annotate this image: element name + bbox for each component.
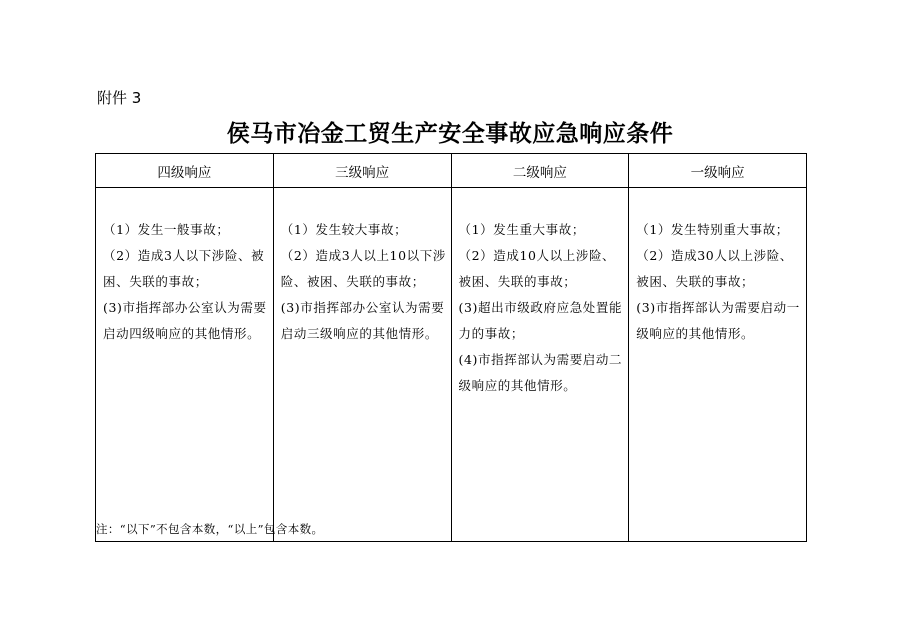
condition-item: (3)超出市级政府应急处置能力的事故； xyxy=(458,300,623,341)
table-header-row xyxy=(96,154,807,188)
conditions-level-1 xyxy=(629,188,807,542)
table-row xyxy=(96,188,807,542)
conditions-level-4 xyxy=(96,188,274,542)
footnote: 注：“以下”不包含本数，“以上”包含本数。 xyxy=(96,522,324,536)
condition-item: （2）造成10人以上涉险、被困、失联的事故； xyxy=(458,248,616,289)
condition-item: （2）造成3人以下涉险、被困、失联的事故； xyxy=(103,248,265,289)
response-conditions-table xyxy=(95,153,807,542)
conditions-level-3 xyxy=(273,188,451,542)
header-level-4: 四级响应 xyxy=(96,154,274,188)
header-level-2: 二级响应 xyxy=(451,154,629,188)
condition-item: (3)市指挥部认为需要启动一级响应的其他情形。 xyxy=(636,300,800,341)
condition-item: （2）造成3人以上10以下涉险、被困、失联的事故； xyxy=(280,248,446,289)
condition-item: （1）发生较大事故； xyxy=(280,222,408,237)
condition-item: (3)市指挥部办公室认为需要启动四级响应的其他情形。 xyxy=(103,300,267,341)
attachment-label: 附件 3 xyxy=(97,89,142,107)
condition-item: （1）发生一般事故； xyxy=(103,222,230,237)
document-title: 侯马市冶金工贸生产安全事故应急响应条件 xyxy=(226,120,674,147)
condition-item: (3)市指挥部办公室认为需要启动三级响应的其他情形。 xyxy=(280,300,445,341)
header-level-1: 一级响应 xyxy=(629,154,807,188)
condition-item: （1）发生重大事故； xyxy=(458,222,585,237)
condition-item: （1）发生特别重大事故； xyxy=(636,222,789,237)
conditions-level-2 xyxy=(451,188,629,542)
condition-item: (4)市指挥部认为需要启动二级响应的其他情形。 xyxy=(458,352,623,393)
header-level-3: 三级响应 xyxy=(273,154,451,188)
condition-item: （2）造成30人以上涉险、被困、失联的事故； xyxy=(636,248,793,289)
